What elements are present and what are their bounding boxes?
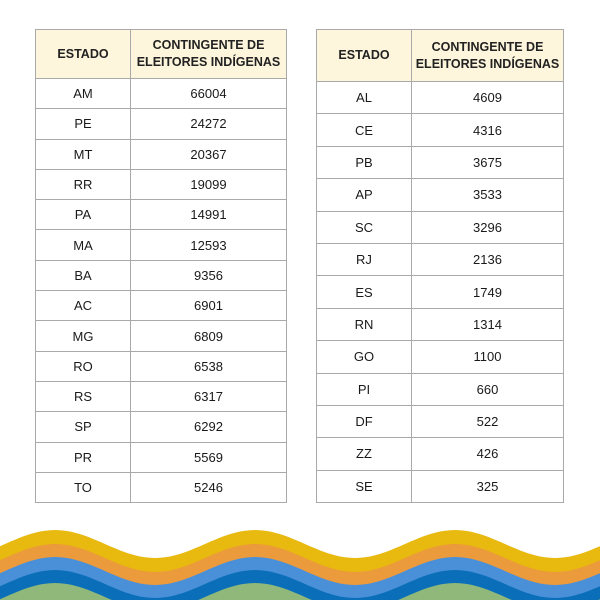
count-cell: 4609 [412,82,564,114]
state-cell: AL [317,82,412,114]
count-cell: 12593 [131,230,287,260]
count-cell: 66004 [131,79,287,109]
state-cell: ZZ [317,438,412,470]
count-cell: 19099 [131,169,287,199]
state-cell: RO [36,351,131,381]
count-cell: 1314 [412,308,564,340]
table-header-row [36,30,287,79]
state-cell: GO [317,341,412,373]
count-cell: 426 [412,438,564,470]
table-row [36,412,287,442]
table-row [36,169,287,199]
state-cell: MT [36,139,131,169]
state-cell: BA [36,260,131,290]
table-row [36,200,287,230]
table-row [317,146,564,178]
table-row [317,373,564,405]
table-row [317,179,564,211]
count-cell: 522 [412,405,564,437]
table-row [36,381,287,411]
count-cell: 6538 [131,351,287,381]
state-cell: PB [317,146,412,178]
count-cell: 1100 [412,341,564,373]
state-cell: PR [36,442,131,472]
state-cell: DF [317,405,412,437]
table-row [317,308,564,340]
state-cell: SE [317,470,412,502]
count-cell: 20367 [131,139,287,169]
table-row [317,211,564,243]
table-row [36,351,287,381]
table-row [36,230,287,260]
voters-table-left [35,29,287,503]
header-state: ESTADO [36,30,131,79]
table-row [36,109,287,139]
state-cell: TO [36,472,131,502]
table-row [317,114,564,146]
table-row [36,442,287,472]
count-cell: 5569 [131,442,287,472]
count-cell: 6317 [131,381,287,411]
count-cell: 6809 [131,321,287,351]
state-cell: AM [36,79,131,109]
state-cell: PA [36,200,131,230]
voters-table-right [316,29,564,503]
table-row [36,291,287,321]
state-cell: CE [317,114,412,146]
table-row [317,276,564,308]
table-row [317,405,564,437]
state-cell: MG [36,321,131,351]
table-row [36,139,287,169]
state-cell: PE [36,109,131,139]
count-cell: 6292 [131,412,287,442]
table-row [317,82,564,114]
count-cell: 660 [412,373,564,405]
state-cell: SP [36,412,131,442]
count-cell: 6901 [131,291,287,321]
table-row [36,79,287,109]
state-cell: AP [317,179,412,211]
table-row [36,321,287,351]
table-row [317,470,564,502]
state-cell: SC [317,211,412,243]
count-cell: 3675 [412,146,564,178]
state-cell: PI [317,373,412,405]
state-cell: RS [36,381,131,411]
count-cell: 9356 [131,260,287,290]
table-header-row [317,30,564,82]
count-cell: 1749 [412,276,564,308]
table-row [317,438,564,470]
state-cell: AC [36,291,131,321]
count-cell: 3533 [412,179,564,211]
state-cell: ES [317,276,412,308]
decorative-waves [0,515,600,600]
count-cell: 2136 [412,243,564,275]
state-cell: RJ [317,243,412,275]
state-cell: RN [317,308,412,340]
table-row [317,243,564,275]
count-cell: 24272 [131,109,287,139]
state-cell: MA [36,230,131,260]
count-cell: 3296 [412,211,564,243]
count-cell: 14991 [131,200,287,230]
count-cell: 325 [412,470,564,502]
header-count: CONTINGENTE DE ELEITORES INDÍGENAS [412,30,564,82]
state-cell: RR [36,169,131,199]
count-cell: 5246 [131,472,287,502]
table-row [36,472,287,502]
table-row [317,341,564,373]
header-state: ESTADO [317,30,412,82]
table-row [36,260,287,290]
header-count: CONTINGENTE DE ELEITORES INDÍGENAS [131,30,287,79]
count-cell: 4316 [412,114,564,146]
